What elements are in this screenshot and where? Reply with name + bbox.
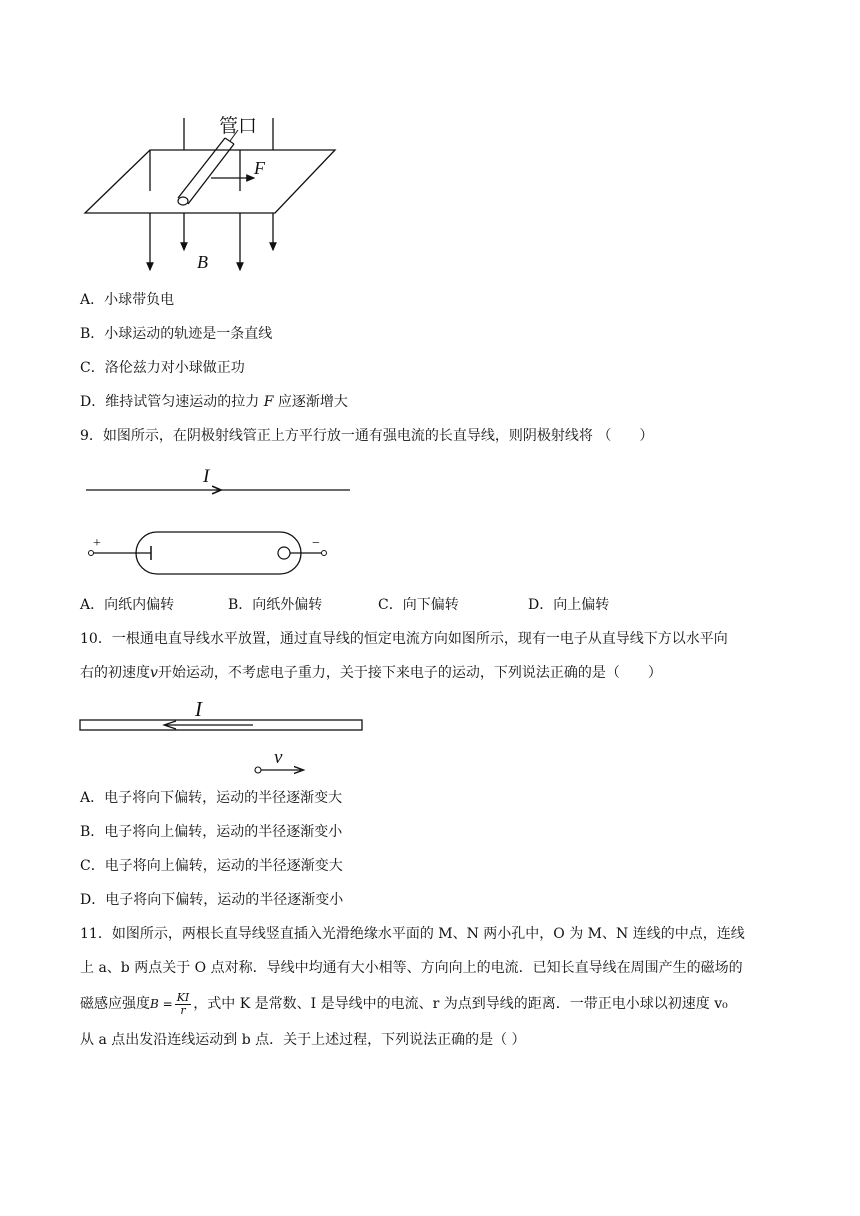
current-label: I	[195, 697, 202, 721]
q8-option-c: C．洛伦兹力对小球做正功	[80, 360, 245, 376]
q9-option-b: B．向纸外偏转	[228, 597, 323, 613]
q9-option-c: C．向下偏转	[378, 597, 459, 613]
q11-line1: 11．如图所示，两根长直导线竖直插入光滑绝缘水平面的 M、N 两小孔中，O 为 M、N 连线的中点，连线	[80, 926, 745, 942]
q10-stem-line2-pre: 右的初速度	[80, 665, 150, 681]
formula-denominator: r	[180, 1003, 186, 1017]
cathode-ray-tube-figure	[80, 462, 360, 582]
q10-option-a: A．电子将向下偏转，运动的半径逐渐变大	[80, 790, 343, 806]
q11-line3-post: ，式中 K 是常数、I 是导线中的电流、r 为点到导线的距离．一带正电小球以初速度 v₀	[193, 996, 728, 1012]
q11-line4: 从 a 点出发沿连线运动到 b 点．关于上述过程，下列说法正确的是（ ）	[80, 1032, 526, 1048]
q9-stem: 9．如图所示，在阴极射线管正上方平行放一通有强电流的长直导线，则阴极射线将 （ ）	[80, 428, 654, 444]
q10-stem-line2	[80, 663, 662, 683]
plane-outline	[85, 150, 335, 213]
formula-numerator: KI	[176, 990, 190, 1004]
q10-stem-line2-var: v	[150, 665, 158, 681]
tube-on-plane-figure	[80, 108, 350, 278]
test-tube	[178, 130, 238, 205]
q11-line2: 上 a、b 两点关于 O 点对称．导线中均通有大小相等、方向向上的电流．已知长直导线在周围产生的磁场的	[80, 960, 743, 976]
q8-option-a: A．小球带负电	[80, 292, 175, 308]
q8-option-b: B．小球运动的轨迹是一条直线	[80, 326, 273, 342]
force-label: F	[254, 158, 265, 178]
q9-option-d: D．向上偏转	[528, 597, 610, 613]
q10-stem-line2-post: 开始运动，不考虑电子重力，关于接下来电子的运动，下列说法正确的是（ ）	[157, 665, 662, 681]
q11-line3-pre: 磁感应强度	[80, 996, 150, 1012]
q8-option-d-var: F	[263, 394, 274, 410]
field-label: B	[197, 252, 208, 272]
q8-option-d	[80, 392, 348, 412]
q8-option-d-post: 应逐渐增大	[277, 394, 348, 410]
q11-line3	[80, 990, 728, 1018]
q10-option-d: D．电子将向下偏转，运动的半径逐渐变小	[80, 892, 344, 908]
q9-option-a: A．向纸内偏转	[80, 597, 175, 613]
minus-terminal-label: −	[312, 536, 320, 551]
q10-option-c: C．电子将向上偏转，运动的半径逐渐变大	[80, 858, 343, 874]
formula-fraction	[175, 992, 192, 1017]
q8-option-d-pre: D．维持试管匀速运动的拉力	[80, 394, 260, 410]
q10-option-b: B．电子将向上偏转，运动的半径逐渐变小	[80, 824, 343, 840]
q10-stem-line1: 10．一根通电直导线水平放置，通过直导线的恒定电流方向如图所示，现有一电子从直导线下方以水平向	[80, 631, 728, 647]
cathode-ray-tube	[136, 532, 301, 574]
guankou-label: 管口	[219, 116, 258, 137]
plus-terminal-label: +	[93, 536, 101, 551]
velocity-label: v	[274, 747, 283, 768]
wire-electron-figure	[78, 695, 368, 781]
formula-lhs: B =	[150, 997, 173, 1011]
current-label: I	[203, 466, 210, 487]
